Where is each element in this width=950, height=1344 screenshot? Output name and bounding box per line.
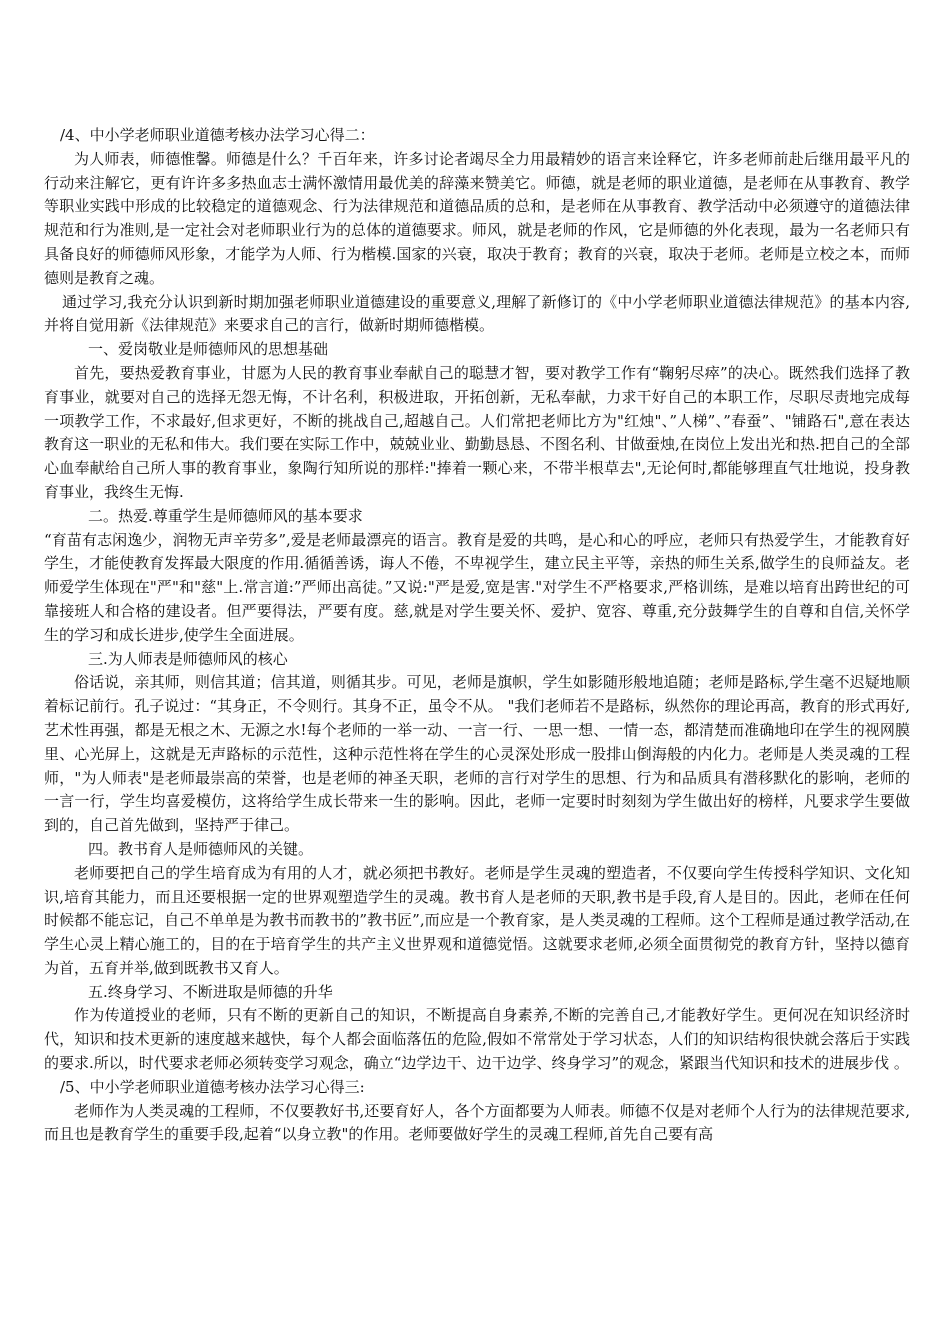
- subsection-heading-5: 五.终身学习、不断进取是师德的升华: [88, 982, 333, 1001]
- body-paragraph: 老师作为人类灵魂的工程师，不仅要教好书,还要育好人，各个方面都要为人师表。师德不仅是对老师个人行为的法律规范要求,而且也是教育学生的重要手段,起着“以身立教"的作用。老师要做好学生的灵魂工程师,首先自己要有高: [44, 1101, 910, 1144]
- body-paragraph: 通过学习,我充分认识到新时期加强老师职业道德建设的重要意义,理解了新修订的《中小学老师职业道德法律规范》的基本内容,并将自觉用新《法律规范》来要求自己的言行，做新时期师德楷模。: [44, 292, 910, 335]
- subsection-heading-3: 三.为人师表是师德师风的核心: [88, 649, 288, 668]
- document-body: [44, 124, 910, 1147]
- body-paragraph: “育苗有志闲逸少，润物无声辛劳多”,爱是老师最漂亮的语言。教育是爱的共鸣，是心和心的呼应，老师只有热爱学生，才能教育好学生，才能使教育发挥最大限度的作用.循循善诱，诲人不倦，不卑视学生，建立民主平等，亲热的师生关系,做学生的良师益友。老师爱学生体现在"严"和"慈"上.常言道:”严师出高徒。”又说:"严是爱,宽是害."对学生不严格要求,严格训练，是难以培育出跨世纪的可靠接班人和合格的建设者。但严要得法，严要有度。慈,就是对学生要关怀、爱护、宽容、尊重,充分鼓舞学生的自尊和自信,关怀学生的学习和成长进步,使学生全面进展。: [44, 530, 910, 644]
- body-paragraph: 俗话说，亲其师，则信其道；信其道，则循其步。可见，老师是旗帜，学生如影随形般地追随；老师是路标,学生毫不迟疑地顺着标记前行。孔子说过：“其身正，不令则行。其身不正，虽令不从。 "我们老师若不是路标，纵然你的理论再高，教育的形式再好,艺术性再强，都是无根之木、无源之水!每个老师的一举一动、一言一行、一思一想、一情一态，都清楚而准确地印在学生的视网膜里、心光屏上，这就是无声路标的示范性，这种示范性将在学生的心灵深处形成一股排山倒海般的内化力。老师是人类灵魂的工程师，"为人师表"是老师最崇高的荣誉，也是老师的神圣天职，老师的言行对学生的思想、行为和品质具有潜移默化的影响，老师的一言一行，学生均喜爱模仿，这将给学生成长带来一生的影响。因此，老师一定要时时刻刻为学生做出好的榜样，凡要求学生要做到的，自己首先做到，坚持严于律己。: [44, 673, 910, 835]
- body-paragraph: 老师要把自己的学生培育成为有用的人才，就必须把书教好。老师是学生灵魂的塑造者，不仅要向学生传授科学知识、文化知识,培育其能力，而且还要根据一定的世界观塑造学生的灵魂。教书育人是老师的天职,教书是手段,育人是目的。因此，老师在任何时候都不能忘记，自己不单单是为教书而教书的”教书匠”,而应是一个教育家，是人类灵魂的工程师。这个工程师是通过教学活动,在学生心灵上精心施工的，目的在于培育学生的共产主义世界观和道德觉悟。这就要求老师,必须全面贯彻党的教育方针，坚持以德育为首，五育并举,做到既教书又育人。: [44, 863, 910, 977]
- section-title-2: /4、中小学老师职业道德考核办法学习心得二：: [60, 126, 375, 144]
- subsection-heading-1: 一、爱岗敬业是师德师风的思想基础: [88, 340, 329, 359]
- body-paragraph: 作为传道授业的老师，只有不断的更新自己的知识，不断提高自身素养,不断的完善自己,才能教好学生。更何况在知识经济时代，知识和技术更新的速度越来越快，每个人都会面临落伍的危险,假如不常常处于学习状态，人们的知识结构很快就会落后于实践的要求.所以，时代要求老师必须转变学习观念，确立“边学边干、边干边学、终身学习”的观念，紧跟当代知识和技术的进展步伐 。: [44, 1006, 910, 1073]
- subsection-heading-4: 四。教书育人是师德师风的关键。: [88, 839, 314, 858]
- subsection-heading-2: 二。热爱.尊重学生是师德师风的基本要求: [88, 506, 363, 525]
- section-title-3: /5、中小学老师职业道德考核办法学习心得三:: [60, 1077, 365, 1096]
- body-paragraph: 为人师表，师德惟馨。师德是什么？千百年来，许多讨论者竭尽全力用最精妙的语言来诠释它，许多老师前赴后继用最平凡的行动来注解它，更有许许多多热血志士满怀激情用最优美的辞藻来赞美它。师德，就是老师的职业道德，是老师在从事教育、教学等职业实践中形成的比较稳定的道德观念、行为法律规范和道德品质的总和，是老师在从事教育、教学活动中必须遵守的道德法律规范和行为准则,是一定社会对老师职业行为的总体的道德要求。师风，就是老师的作风，它是师德的外化表现，最为一名老师只有具备良好的师德师风形象，才能学为人师、行为楷模.国家的兴衰，取决于教育；教育的兴衰，取决于老师。老师是立校之本，而师德则是教育之魂。: [44, 149, 910, 287]
- body-paragraph: 首先，要热爱教育事业，甘愿为人民的教育事业奉献自己的聪慧才智，要对教学工作有“鞠躬尽瘁”的决心。既然我们选择了教育事业，就要对自己的选择无怨无悔，不计名利，积极进取，开拓创新，无私奉献，力求干好自己的本职工作，尽职尽责地完成每一项教学工作，不求最好,但求更好，不断的挑战自己,超越自己。人们常把老师比方为"红烛"、”人梯”、”春蚕”、"铺路石",意在表达教育这一职业的无私和伟大。我们要在实际工作中，兢兢业业、勤勤恳恳、不图名利、甘做蚕烛,在岗位上发出光和热.把自己的全部心血奉献给自己所人事的教育事业，象陶行知所说的那样:"捧着一颗心来，不带半根草去",无论何时,都能够理直气壮地说，投身教育事业，我终生无悔.: [44, 363, 910, 501]
